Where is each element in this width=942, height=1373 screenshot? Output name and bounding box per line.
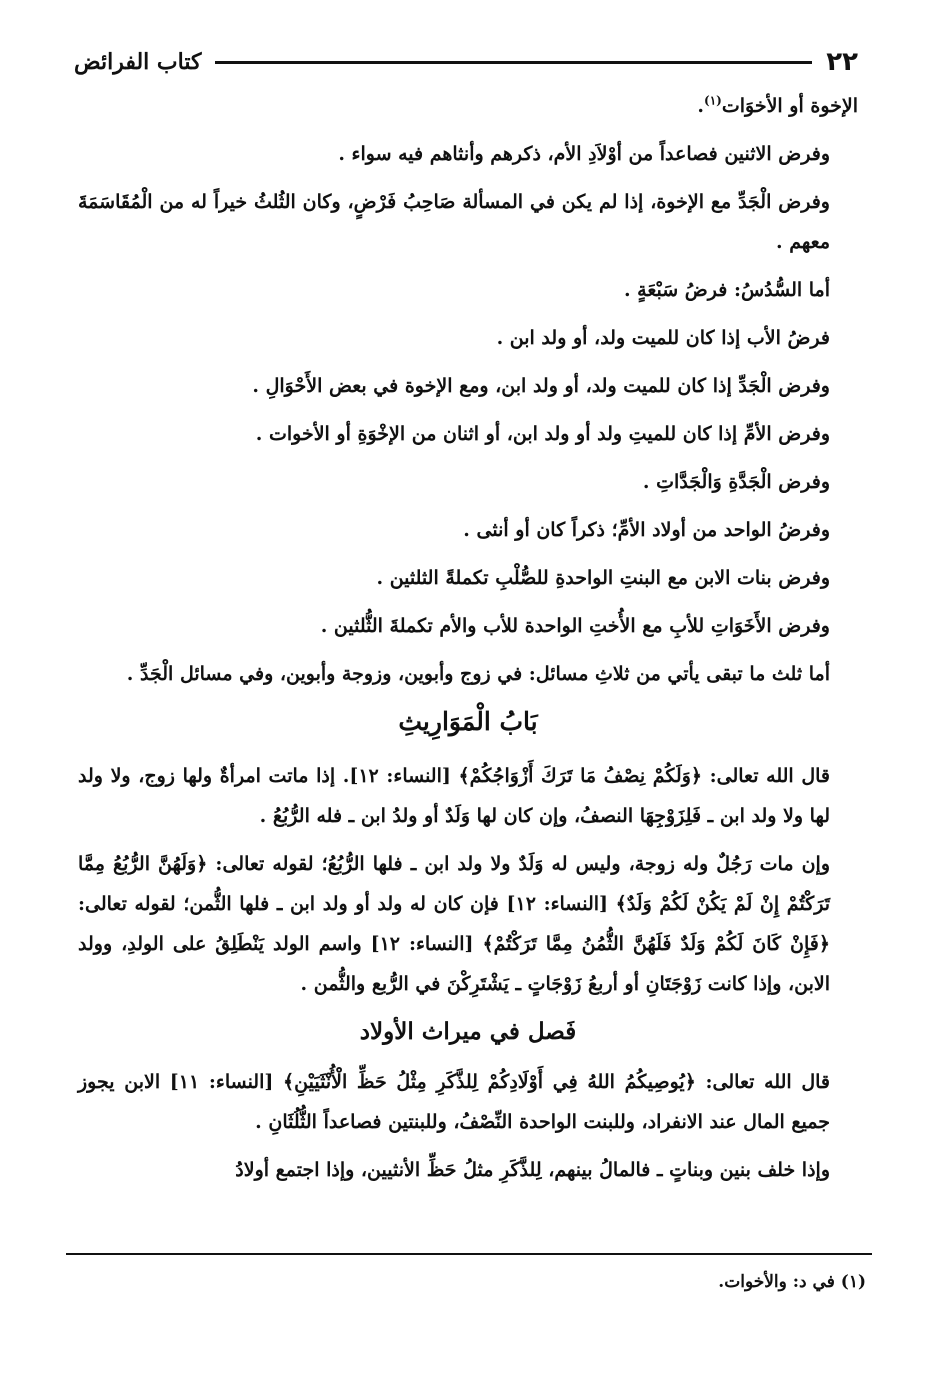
paragraph-text: الإخوة أو الأخوَات bbox=[721, 95, 858, 117]
running-title: كتاب الفرائض bbox=[74, 49, 202, 75]
paragraph: وفرض بنات الابن مع البنتِ الواحدةِ للصُّلْبِ تكملةً الثلثين . bbox=[376, 567, 830, 589]
chapter-heading: بَابُ الْمَوَارِيثِ bbox=[398, 707, 538, 736]
footnote: (١) في د: والأخوات. bbox=[718, 1272, 866, 1292]
footnote-marker: (١) bbox=[704, 93, 722, 108]
paragraph: وفرضُ الواحد من أولاد الأمِّ؛ ذكراً كان أو أنثى . bbox=[463, 519, 830, 541]
paragraph: وإذا خلف بنين وبناتٍ ـ فالمالُ بينهم، لِلذَّكَرِ مثلُ حَظِّ الأنثيين، وإذا اجتمع أولادُ bbox=[235, 1159, 830, 1181]
paragraph: قال الله تعالى: ﴿وَلَكُمْ نِصْفُ مَا تَرَكَ أَزْوَاجُكُمْ﴾ [النساء: ١٢]. إذا ماتت امرأةٌ ولها زوج، ولا ولد لها ولا ولد ابن ـ فَلِزَوْجِهَا النصفُ، وإن كان لها وَلَدٌ أو ولدُ ابن ـ فله الرُّبُعُ . bbox=[78, 765, 830, 827]
section-heading: فَصل في ميراث الأولاد bbox=[359, 1018, 577, 1045]
paragraph bbox=[78, 86, 858, 126]
paragraph: وفرض الأَخَوَاتِ للأبِ مع الأُختِ الواحدة للأب والأم تكملةَ الثُّلثين . bbox=[320, 615, 830, 637]
paragraph: فرضُ الأب إذا كان للميت ولد، أو ولد ابن . bbox=[496, 327, 830, 349]
paragraph: وفرض الأمِّ إذا كان للميتِ ولد أو ولد ابن، أو اثنان من الإخْوَةِ أو الأخوات . bbox=[255, 423, 830, 445]
paragraph: أما السُّدُسُ: فرضُ سَبْعَةٍ . bbox=[623, 279, 830, 301]
paragraph: أما ثلث ما تبقى يأتي من ثلاثِ مسائل: في زوج وأبوين، وزوجة وأبوين، وفي مسائل الْجَدِّ . bbox=[126, 663, 830, 685]
page-header bbox=[74, 42, 858, 82]
paragraph: وفرض الاثنين فصاعداً من أوْلاَدِ الأم، ذكرهم وأنثاهم فيه سواء . bbox=[338, 143, 830, 165]
page-number: ٢٢ bbox=[826, 47, 858, 77]
paragraph: وفرض الْجَدِّ إذا كان للميت ولد، أو ولد ابن، ومع الإخوة في بعض الأَحْوَالِ . bbox=[252, 375, 830, 397]
paragraph: وفرض الْجَدِّ مع الإخوة، إذا لم يكن في المسألة صَاحِبُ فَرْضٍ، وكان الثُلثُ خيراً له من الْمُقَاسَمَةَ معهم . bbox=[78, 191, 830, 253]
paragraph: قال الله تعالى: ﴿يُوصِيكُمُ اللهُ فِي أَوْلَادِكُمْ لِلذَّكَرِ مِثْلُ حَظِّ الْأُنْثَيَيْنِ﴾ [النساء: ١١] الابن يجوز جميع المال عند الانفراد، وللبنت الواحدة النِّصْفُ، وللبنتين فصاعداً الثُّلُثَانِ . bbox=[78, 1071, 830, 1133]
page-body bbox=[78, 86, 858, 1198]
footnote-divider bbox=[66, 1253, 872, 1255]
paragraph: وإن مات رَجُلٌ وله زوجة، وليس له وَلَدٌ ولا ولد ابن ـ فلها الرُّبُعُ؛ لقوله تعالى: ﴿وَلَهُنَّ الرُّبُعُ مِمَّا تَرَكْتُمْ إِنْ لَمْ يَكُنْ لَكُمْ وَلَدٌ﴾ [النساء: ١٢] فإن كان له ولد أو ولد ابن ـ فلها الثُّمن؛ لقوله تعالى: ﴿فَإِنْ كَانَ لَكُمْ وَلَدٌ فَلَهُنَّ الثُّمُنُ مِمَّا تَرَكْتُمْ﴾ [النساء: ١٢] واسم الولد يَنْطَلِقُ على الولدِ، وولد الابن، وإذا كانت زَوْجَتَانِ أو أربعُ زَوْجَاتٍ ـ يَشْتَرِكْنَ في الرُّبع والثُّمن . bbox=[78, 853, 830, 995]
paragraph-end: . bbox=[697, 95, 705, 117]
paragraph: وفرض الْجَدَّةِ وَالْجَدَّاتِ . bbox=[642, 471, 830, 493]
header-rule bbox=[215, 61, 812, 64]
